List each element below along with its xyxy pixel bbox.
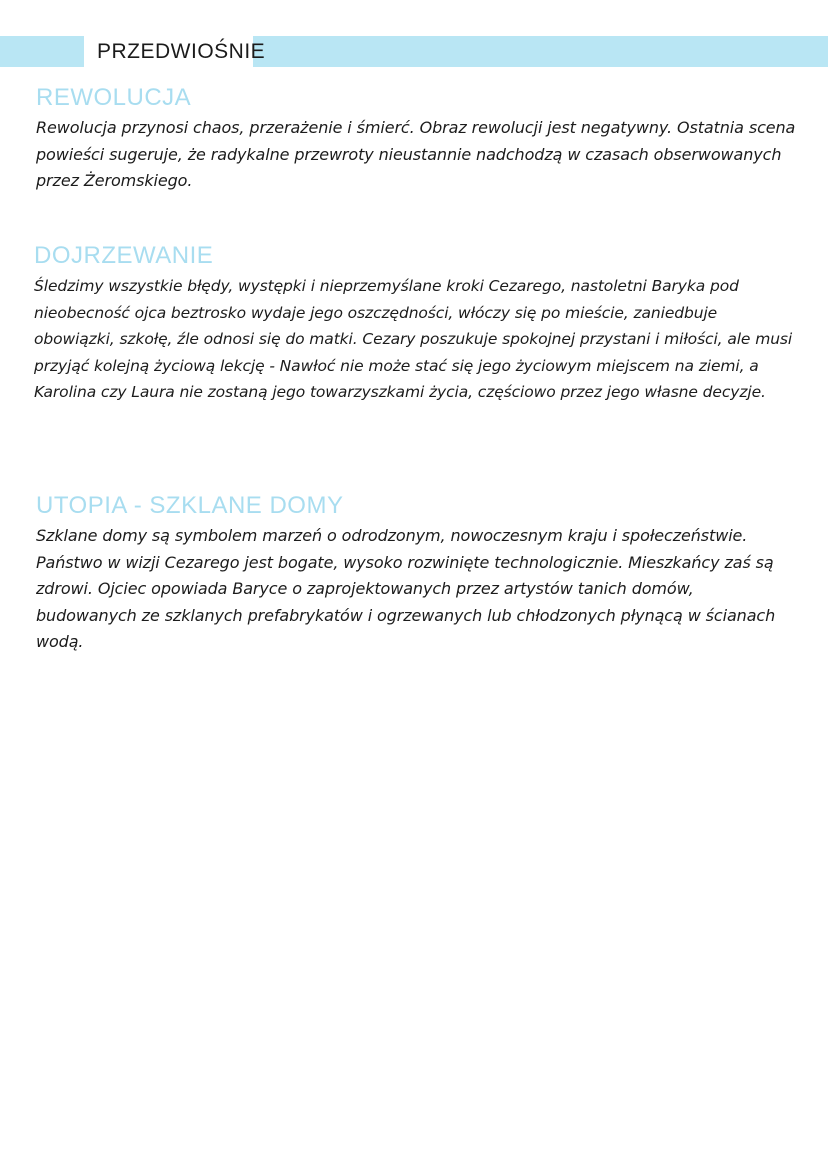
section-body-utopia: Szklane domy są symbolem marzeń o odrodzonym, nowoczesnym kraju i społeczeństwie. Państwo w wizji Cezarego jest bogate, wysoko rozwinięte technologicznie. Mieszkańcy zaś są zdrowi. Ojciec opowiada Baryce o zaprojektowanych przez artystów tanich domów, budowanych ze szklanych prefabrykatów i ogrzewanych lub chłodzonych płynącą w ścianach wodą. [36, 526, 776, 651]
section-body-dojrzewanie: Śledzimy wszystkie błędy, występki i nieprzemyślane kroki Cezarego, nastoletni Baryka pod nieobecność ojca beztrosko wydaje jego oszczędności, włóczy się po mieście, zaniedbuje obowiązki, szkołę, źle odnosi się do matki. Cezary poszukuje spokojnej przystani i miłości, ale musi przyjąć kolejną życiową lekcję - Nawłoć nie może stać się jego życiowym miejscem na ziemi, a Karolina czy Laura nie zostaną jego towarzyszkami życia, częściowo przez jego własne decyzje. [34, 277, 793, 401]
header-accent-bar-right [253, 36, 828, 67]
section-heading-rewolucja: REWOLUCJA [36, 84, 192, 111]
page-title: PRZEDWIOŚNIE [97, 40, 266, 63]
section-heading-dojrzewanie: DOJRZEWANIE [34, 242, 214, 269]
header-accent-bar-left [0, 36, 84, 67]
section-utopia [36, 492, 796, 656]
section-body-rewolucja: Rewolucja przynosi chaos, przerażenie i śmierć. Obraz rewolucji jest negatywny. Ostatnia scena powieści sugeruje, że radykalne przewroty nieustannie nadchodzą w czasach obserwowanych przez Żeromskiego. [36, 118, 796, 190]
section-heading-utopia: UTOPIA - SZKLANE DOMY [36, 492, 344, 519]
section-dojrzewanie [34, 242, 794, 406]
section-rewolucja [36, 84, 796, 195]
